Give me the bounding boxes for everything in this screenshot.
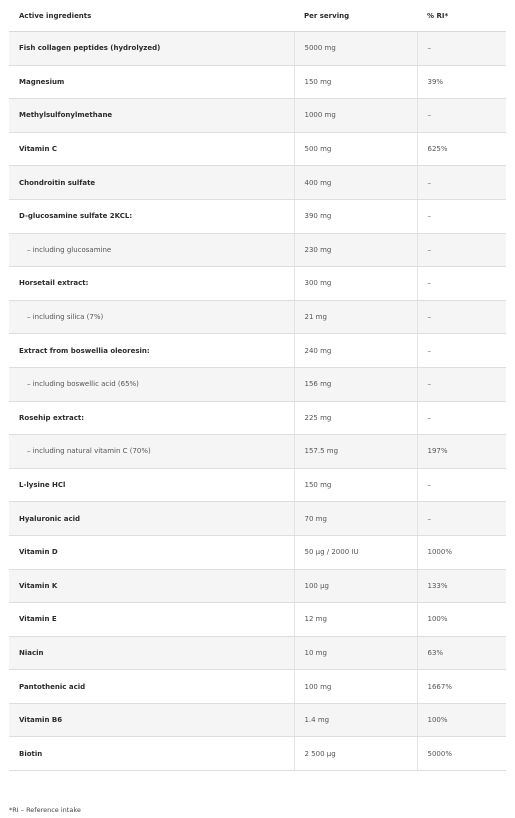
table-row bbox=[9, 569, 506, 603]
header-per-serving: Per serving bbox=[294, 0, 417, 32]
ingredient-name: – including glucosamine bbox=[9, 233, 294, 267]
ri-percent: – bbox=[417, 468, 506, 502]
amount-per-serving: 10 mg bbox=[294, 636, 417, 670]
table-row bbox=[9, 367, 506, 401]
ingredient-name: Magnesium bbox=[9, 65, 294, 99]
amount-per-serving: 400 mg bbox=[294, 166, 417, 200]
table-row bbox=[9, 401, 506, 435]
ri-percent: 1667% bbox=[417, 670, 506, 704]
ri-percent: 625% bbox=[417, 132, 506, 166]
table-row bbox=[9, 703, 506, 737]
ri-percent: 133% bbox=[417, 569, 506, 603]
amount-per-serving: 50 µg / 2000 IU bbox=[294, 535, 417, 569]
table-row bbox=[9, 334, 506, 368]
amount-per-serving: 1000 mg bbox=[294, 99, 417, 133]
amount-per-serving: 100 µg bbox=[294, 569, 417, 603]
ri-percent: 1000% bbox=[417, 535, 506, 569]
table-row bbox=[9, 435, 506, 469]
ri-percent: 100% bbox=[417, 703, 506, 737]
ingredient-name: Methylsulfonylmethane bbox=[9, 99, 294, 133]
amount-per-serving: 300 mg bbox=[294, 267, 417, 301]
table-row bbox=[9, 300, 506, 334]
ri-percent: – bbox=[417, 367, 506, 401]
table-row bbox=[9, 670, 506, 704]
amount-per-serving: 500 mg bbox=[294, 132, 417, 166]
ri-percent: – bbox=[417, 401, 506, 435]
ri-percent: 63% bbox=[417, 636, 506, 670]
table-row bbox=[9, 535, 506, 569]
ri-percent: 197% bbox=[417, 435, 506, 469]
amount-per-serving: 390 mg bbox=[294, 199, 417, 233]
table-row bbox=[9, 65, 506, 99]
ingredient-name: L-lysine HCl bbox=[9, 468, 294, 502]
amount-per-serving: 21 mg bbox=[294, 300, 417, 334]
ri-percent: 100% bbox=[417, 603, 506, 637]
ingredient-name: Extract from boswellia oleoresin: bbox=[9, 334, 294, 368]
table-body bbox=[9, 32, 506, 771]
ingredient-name: – including boswellic acid (65%) bbox=[9, 367, 294, 401]
ingredient-name: Pantothenic acid bbox=[9, 670, 294, 704]
amount-per-serving: 2 500 µg bbox=[294, 737, 417, 771]
ri-percent: – bbox=[417, 233, 506, 267]
amount-per-serving: 5000 mg bbox=[294, 32, 417, 66]
header-ri: % RI* bbox=[417, 0, 506, 32]
ingredient-name: Vitamin E bbox=[9, 603, 294, 637]
ingredient-name: Vitamin K bbox=[9, 569, 294, 603]
ri-percent: – bbox=[417, 32, 506, 66]
amount-per-serving: 230 mg bbox=[294, 233, 417, 267]
ri-percent: – bbox=[417, 267, 506, 301]
table-row bbox=[9, 636, 506, 670]
ingredient-name: Hyaluronic acid bbox=[9, 502, 294, 536]
amount-per-serving: 157.5 mg bbox=[294, 435, 417, 469]
header-active-ingredients: Active ingredients bbox=[9, 0, 294, 32]
ri-percent: – bbox=[417, 300, 506, 334]
ri-percent: – bbox=[417, 99, 506, 133]
table-row bbox=[9, 99, 506, 133]
amount-per-serving: 70 mg bbox=[294, 502, 417, 536]
ingredient-name: Vitamin B6 bbox=[9, 703, 294, 737]
ri-percent: – bbox=[417, 166, 506, 200]
table-header-row bbox=[9, 0, 506, 32]
amount-per-serving: 12 mg bbox=[294, 603, 417, 637]
table-row bbox=[9, 267, 506, 301]
table-row bbox=[9, 199, 506, 233]
ingredient-name: Rosehip extract: bbox=[9, 401, 294, 435]
table-row bbox=[9, 502, 506, 536]
ingredient-name: Vitamin D bbox=[9, 535, 294, 569]
ri-percent: – bbox=[417, 199, 506, 233]
amount-per-serving: 150 mg bbox=[294, 65, 417, 99]
ingredient-name: Fish collagen peptides (hydrolyzed) bbox=[9, 32, 294, 66]
ri-percent: – bbox=[417, 502, 506, 536]
table-row bbox=[9, 32, 506, 66]
amount-per-serving: 1.4 mg bbox=[294, 703, 417, 737]
ingredient-name: D-glucosamine sulfate 2KCL: bbox=[9, 199, 294, 233]
ri-percent: 39% bbox=[417, 65, 506, 99]
table-row bbox=[9, 737, 506, 771]
ingredients-table bbox=[9, 0, 506, 771]
amount-per-serving: 150 mg bbox=[294, 468, 417, 502]
amount-per-serving: 100 mg bbox=[294, 670, 417, 704]
ri-percent: – bbox=[417, 334, 506, 368]
footnote: *RI – Reference intake bbox=[9, 806, 81, 814]
table-row bbox=[9, 468, 506, 502]
ingredient-name: – including natural vitamin C (70%) bbox=[9, 435, 294, 469]
amount-per-serving: 156 mg bbox=[294, 367, 417, 401]
ingredient-name: Horsetail extract: bbox=[9, 267, 294, 301]
table-row bbox=[9, 166, 506, 200]
ingredient-name: – including silica (7%) bbox=[9, 300, 294, 334]
table-row bbox=[9, 603, 506, 637]
ingredient-name: Vitamin C bbox=[9, 132, 294, 166]
ingredient-name: Niacin bbox=[9, 636, 294, 670]
table-row bbox=[9, 132, 506, 166]
ingredient-name: Chondroitin sulfate bbox=[9, 166, 294, 200]
table-row bbox=[9, 233, 506, 267]
ingredient-name: Biotin bbox=[9, 737, 294, 771]
amount-per-serving: 225 mg bbox=[294, 401, 417, 435]
amount-per-serving: 240 mg bbox=[294, 334, 417, 368]
ri-percent: 5000% bbox=[417, 737, 506, 771]
